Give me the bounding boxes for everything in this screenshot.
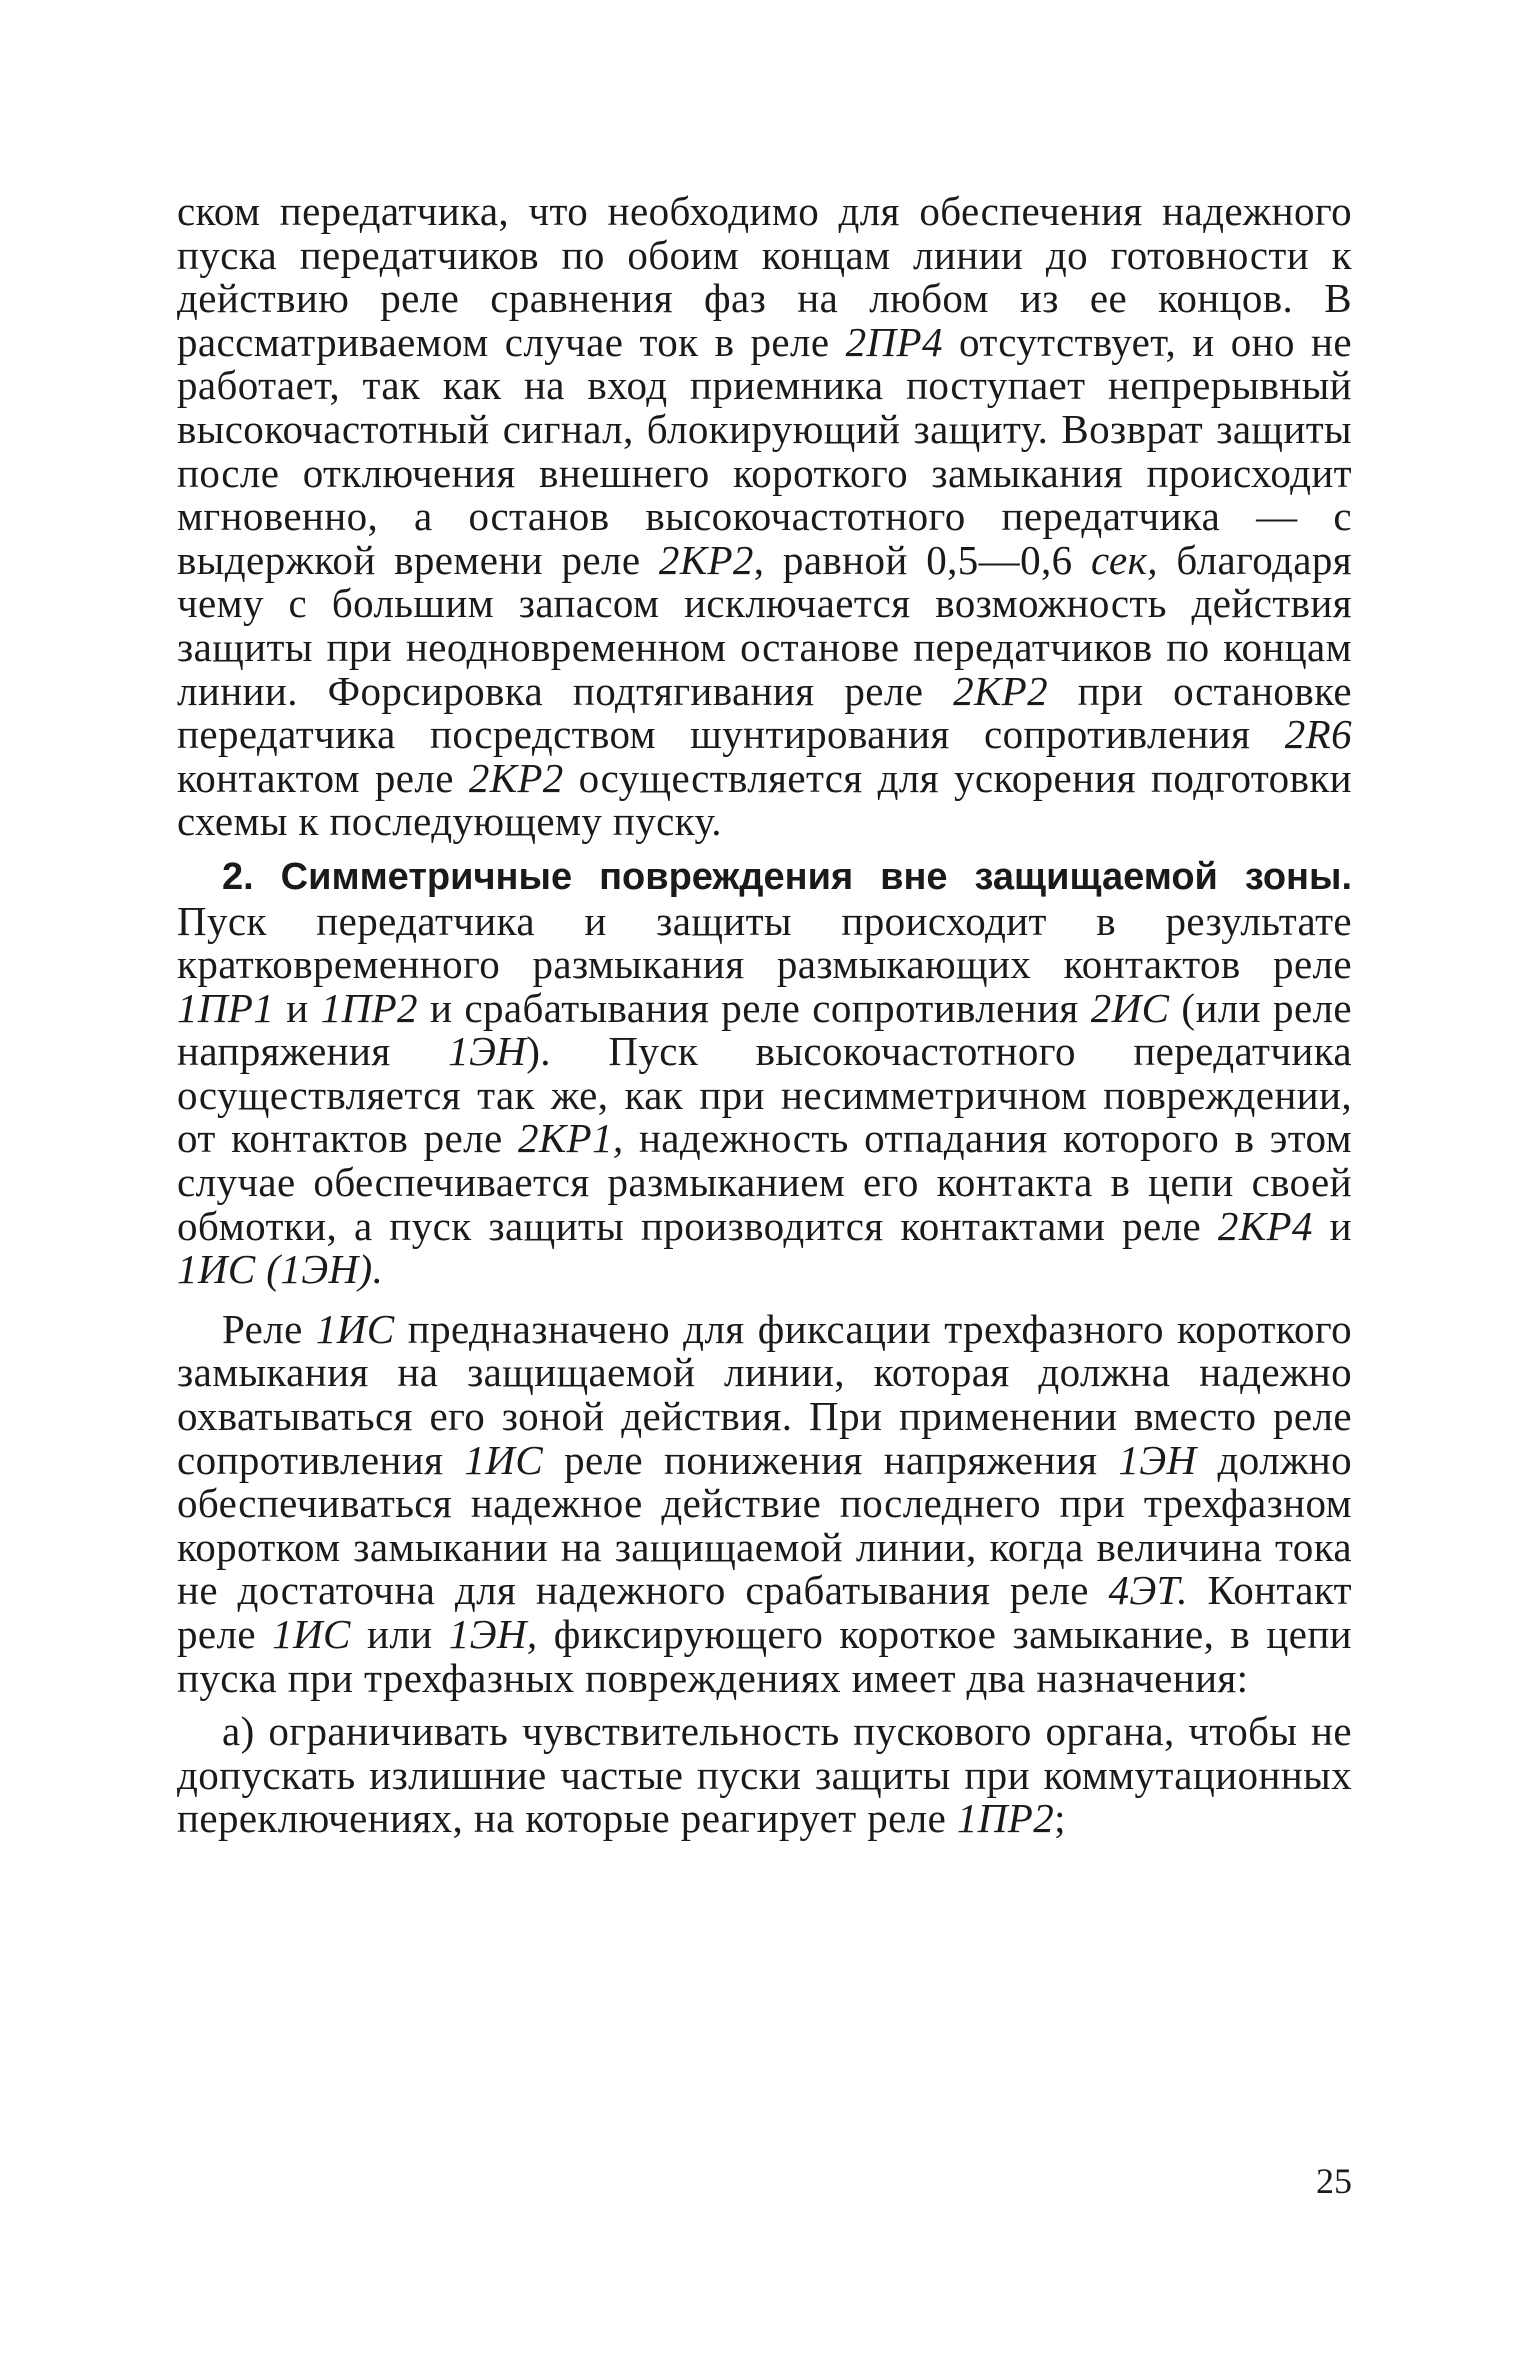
resistor-ref: 2R6 <box>1284 711 1352 758</box>
relay-ref: 1ЭН <box>448 1028 527 1075</box>
text-run: ском передатчика, что необходимо для обеспечения надежного пуска передатчиков по обоим концам линии до готовности к действию реле сравнения фаз на любом из ее концов. В рассматриваемом случае ток в реле <box>177 188 1352 365</box>
relay-ref: 1ИС <box>315 1305 395 1352</box>
relay-ref: 2КР2 <box>468 754 564 801</box>
text-run: Реле <box>222 1305 316 1352</box>
relay-ref: 1ЭН, <box>448 1611 538 1657</box>
text-run: должно обеспечиваться надежное действие последнего при трехфазном коротком замыкании на защищаемой линии, когда величина тока не достаточна для надежного срабатывания реле <box>177 1436 1352 1614</box>
text-run: ; <box>1054 1795 1066 1842</box>
text-run: предназначено для фиксации трехфазного короткого замыкания на защищаемой линии, которая должна надежно охватываться его зоной действия. При применении вместо реле сопротивления <box>177 1305 1352 1483</box>
text-run: или <box>350 1611 449 1657</box>
text-run: и <box>1312 1202 1352 1249</box>
text-run: (или реле напряжения <box>177 984 1352 1075</box>
relay-ref: 1ИС <box>464 1436 544 1483</box>
text-run: и <box>274 984 321 1031</box>
page-number: 25 <box>1316 2161 1352 2201</box>
paragraph-4 <box>177 1710 1352 1841</box>
text-run: реле понижения напряжения <box>543 1436 1119 1483</box>
text-run: ). Пуск высокочастотного передатчика осуществляется так же, как при несимметричном повреждении, от контактов реле <box>177 1028 1352 1162</box>
text-run: благодаря чему с большим запасом исключается возможность действия защиты при неодновременном останове передатчиков по концам линии. Форсировка подтягивания реле <box>177 536 1352 714</box>
relay-ref: 2ИС <box>1090 984 1170 1031</box>
section-heading: 2. Симметричные повреждения вне защищаемой зоны. <box>222 855 1352 898</box>
relay-ref: 1ПР1 <box>177 984 275 1031</box>
body-text <box>177 190 1352 1841</box>
text-run: и срабатывания реле сопротивления <box>417 984 1091 1031</box>
relay-ref: 1ЭН <box>1118 1436 1197 1483</box>
text-run: осуществляется для ускорения подготовки схемы к последующему пуску. <box>177 754 1352 845</box>
relay-ref: 2ПР4 <box>845 318 943 365</box>
relay-ref: 1ИС (1ЭН). <box>177 1246 384 1293</box>
paragraph-2 <box>177 854 1352 1292</box>
text-run: Пуск передатчика и защиты происходит в результате кратковременного размыкания размыкающих контактов реле <box>177 897 1352 988</box>
relay-ref: 2КР2 <box>658 536 754 583</box>
unit-ref: сек, <box>1091 536 1158 583</box>
relay-ref: 2КР4 <box>1217 1202 1313 1249</box>
relay-ref: 2КР2 <box>953 667 1048 714</box>
text-run: надежность отпадания которого в этом случае обеспечивается размыканием его контакта в цепи своей обмотки, а пуск защиты производится контактами реле <box>177 1115 1352 1249</box>
relay-ref: 1ПР2 <box>956 1795 1055 1842</box>
relay-ref: 2КР1, <box>518 1115 624 1162</box>
text-run: а) ограничивать чувствительность пускового органа, чтобы не допускать излишние частые пуски защиты при коммутационных переключениях, на которые реагирует реле <box>177 1708 1352 1842</box>
paragraph-3 <box>177 1305 1352 1701</box>
text-run: , равной 0,5—0,6 <box>753 536 1091 583</box>
text-run: контактом реле <box>177 754 469 801</box>
relay-ref: 1ИС <box>272 1611 351 1657</box>
relay-ref: 4ЭТ. <box>1108 1567 1188 1614</box>
text-run: отсутствует, и оно не работает, так как на вход приемника поступает непрерывный высокочастотный сигнал, блокирующий защиту. Возврат защиты после отключения внешнего короткого замыкания происходит мгновенно, а останов высокочастотного передатчика — с выдержкой времени реле <box>177 318 1352 583</box>
paragraph-1 <box>177 190 1352 844</box>
text-run: фиксирующего короткое замыкание, в цепи пуска при трехфазных повреждениях имеет два назначения: <box>177 1611 1352 1701</box>
text-run: Контакт реле <box>177 1567 1352 1657</box>
relay-ref: 1ПР2 <box>320 984 418 1031</box>
text-run: при остановке передатчика посредством шунтирования сопротивления <box>177 667 1352 758</box>
